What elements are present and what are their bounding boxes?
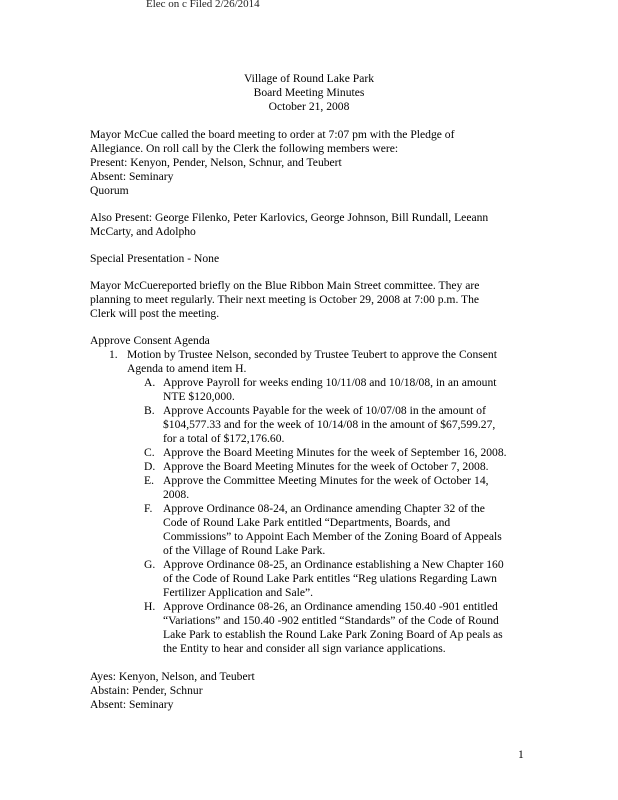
text-line: Code of Round Lake Park entitled “Departments, Boards, and [163, 516, 451, 529]
also-present-paragraph [90, 211, 530, 239]
text-line: Motion by Trustee Nelson, seconded by Trustee Teubert to approve the Consent [127, 348, 497, 361]
text-line: Approve Accounts Payable for the week of 10/07/08 in the amount of [163, 404, 486, 417]
motion-number: 1. [109, 348, 118, 361]
consent-item [127, 376, 530, 404]
motion-list [90, 348, 530, 656]
document-title [0, 72, 618, 114]
text-line: NTE $120,000. [163, 390, 235, 403]
text-line: Fertilizer Application and Sale”. [163, 586, 314, 599]
item-letter: B. [144, 404, 155, 417]
text-line: Allegiance. On roll call by the Clerk the following members were: [90, 142, 399, 155]
text-line: Approve Ordinance 08-26, an Ordinance amending 150.40 -901 entitled [163, 600, 498, 613]
title-line-village: Village of Round Lake Park [243, 72, 375, 85]
text-line: Approve the Board Meeting Minutes for the week of September 16, 2008. [163, 446, 507, 459]
text-line: Approve the Committee Meeting Minutes for the week of October 14, [163, 474, 489, 487]
text-line: Mayor McCue called the board meeting to order at 7:07 pm with the Pledge of [90, 128, 455, 141]
consent-item [127, 460, 530, 474]
consent-item [127, 502, 530, 558]
item-letter: H. [144, 600, 156, 613]
text-line: Lake Park to establish the Round Lake Park Zoning Board of Ap peals as [163, 628, 503, 641]
text-line: of the Village of Round Lake Park. [163, 544, 326, 557]
present-line: Present: Kenyon, Pender, Nelson, Schnur, and Teubert [90, 156, 342, 169]
absent-line: Absent: Seminary [90, 698, 174, 711]
opening-paragraph [90, 128, 530, 198]
consent-agenda-section [90, 334, 530, 656]
minutes-body [90, 128, 530, 712]
mayor-report-paragraph [90, 279, 530, 321]
item-letter: A. [144, 376, 156, 389]
item-letter: D. [144, 460, 156, 473]
text-line: 2008. [163, 488, 190, 501]
abstain-line: Abstain: Pender, Schnur [90, 684, 203, 697]
consent-agenda-heading: Approve Consent Agenda [90, 334, 210, 347]
consent-item [127, 474, 530, 502]
consent-item [127, 558, 530, 600]
quorum-line: Quorum [90, 184, 129, 197]
text-line: for a total of $172,176.60. [163, 432, 285, 445]
text-line: Also Present: George Filenko, Peter Karlovics, George Johnson, Bill Rundall, Leeann [90, 211, 489, 224]
text-line: Approve Payroll for weeks ending 10/11/08 and 10/18/08, in an amount [163, 376, 497, 389]
text-line: the Entity to hear and consider all sign variance applications. [163, 642, 446, 655]
item-letter: E. [144, 474, 154, 487]
text-line: Mayor McCuereported briefly on the Blue Ribbon Main Street committee. They are [90, 279, 480, 292]
ayes-line: Ayes: Kenyon, Nelson, and Teubert [90, 670, 255, 683]
item-letter: C. [144, 446, 155, 459]
text-line: $104,577.33 and for the week of 10/14/08 in the amount of $67,599.27, [163, 418, 496, 431]
text-line: Approve Ordinance 08-24, an Ordinance amending Chapter 32 of the [163, 502, 485, 515]
text-line: Approve Ordinance 08-25, an Ordinance establishing a New Chapter 160 [163, 558, 504, 571]
consent-item [127, 446, 530, 460]
item-letter: G. [144, 558, 156, 571]
text-line: Clerk will post the meeting. [90, 307, 220, 320]
consent-items-list [127, 376, 530, 656]
text-line: Approve the Board Meeting Minutes for the week of October 7, 2008. [163, 460, 489, 473]
title-line-date: October 21, 2008 [268, 100, 350, 113]
text-line: Commissions” to Appoint Each Member of the Zoning Board of Appeals [163, 530, 502, 543]
text-line: McCarty, and Adolpho [90, 225, 196, 238]
text-line: “Variations” and 150.40 -902 entitled “Standards” of the Code of Round [163, 614, 499, 627]
header-stamp: Elec on c Filed 2/26/2014 [146, 0, 260, 10]
special-presentation: Special Presentation - None [90, 252, 220, 265]
absent-line: Absent: Seminary [90, 170, 174, 183]
page-number: 1 [518, 748, 524, 761]
consent-item [127, 404, 530, 446]
text-line: planning to meet regularly. Their next meeting is October 29, 2008 at 7:00 p.m. The [90, 293, 480, 306]
consent-item [127, 600, 530, 656]
motion-item [90, 348, 530, 656]
text-line: Agenda to amend item H. [127, 362, 247, 375]
title-line-meeting: Board Meeting Minutes [253, 86, 365, 99]
vote-record [90, 670, 530, 712]
item-letter: F. [144, 502, 153, 515]
text-line: of the Code of Round Lake Park entitles “Reg ulations Regarding Lawn [163, 572, 497, 585]
